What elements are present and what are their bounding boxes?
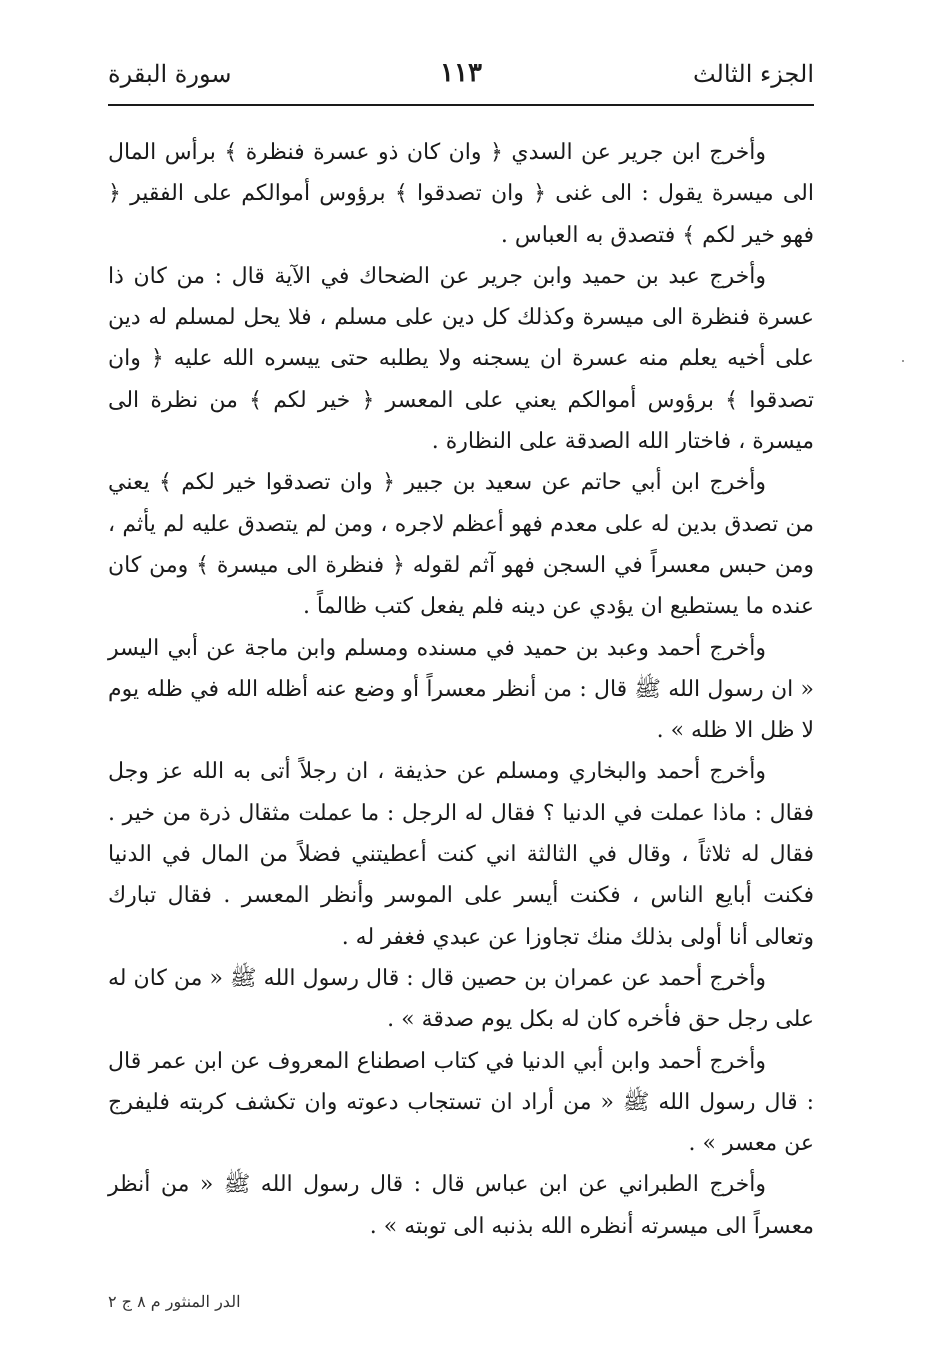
paragraph [108, 958, 814, 1041]
paragraph [108, 628, 814, 752]
paragraph [108, 132, 814, 256]
page-header [108, 52, 814, 98]
paragraph-text: وأخرج ابن جرير عن السدي ﴿ وان كان ذو عسرة فنظرة ﴾ برأس المال الى ميسرة يقول : الى غنى ﴿ وان تصدقوا ﴾ برؤوس أموالكم على الفقير ﴿ فهو خير لكم ﴾ فتصدق به العباس . [108, 140, 814, 248]
juz-title: الجزء الثالث [692, 60, 814, 88]
page-body [108, 132, 814, 1247]
paragraph-text: وأخرج أحمد وابن أبي الدنيا في كتاب اصطناع المعروف عن ابن عمر قال : قال رسول الله ﷺ « من أراد ان تستجاب دعوته وان تكشف كربته فليفرج عن معسر » . [108, 1048, 814, 1157]
paragraph [108, 462, 814, 627]
paragraph-text: وأخرج أحمد وعبد بن حميد في مسنده ومسلم وابن ماجة عن أبي اليسر « ان رسول الله ﷺ قال : من أنظر معسراً أو وضع عنه أظله الله في ظله يوم لا ظل الا ظله » . [108, 635, 814, 744]
paragraph [108, 1164, 814, 1247]
paragraph [108, 751, 814, 957]
margin-speck [902, 360, 904, 362]
paragraph-text: وأخرج الطبراني عن ابن عباس قال : قال رسول الله ﷺ « من أنظر معسراً الى ميسرته أنظره الله بذنبه الى توبته » . [108, 1172, 814, 1239]
page-number: ١١٣ [440, 58, 482, 88]
signature-footer: الدر المنثور م ٨ ج ٢ [108, 1292, 241, 1311]
paragraph-text: وأخرج عبد بن حميد وابن جرير عن الضحاك في الآية قال : من كان ذا عسرة فنظرة الى ميسرة وكذلك كل دين على مسلم ، فلا يحل لمسلم له دين على أخيه يعلم منه عسرة ان يسجنه ولا يطلبه حتى ييسره الله عليه ﴿ وان تصدقوا ﴾ برؤوس أموالكم يعني على المعسر ﴿ خير لكم ﴾ من نظرة الى ميسرة ، فاختار الله الصدقة على النظارة . [108, 263, 814, 455]
paragraph [108, 1041, 814, 1165]
paragraph-text: وأخرج ابن أبي حاتم عن سعيد بن جبير ﴿ وان تصدقوا خير لكم ﴾ يعني من تصدق بدين له على معدم فهو أعظم لاجره ، ومن لم يتصدق عليه لم يأثم ، ومن حبس معسراً في السجن فهو آثم لقوله ﴿ فنظرة الى ميسرة ﴾ ومن كان عنده ما يستطيع ان يؤدي عن دينه فلم يفعل كتب ظالماً . [108, 470, 814, 620]
header-rule [108, 104, 814, 106]
paragraph [108, 256, 814, 462]
surah-title: سورة البقرة [108, 60, 232, 88]
paragraph-text: وأخرج أحمد والبخاري ومسلم عن حذيفة ، ان رجلاً أتى به الله عز وجل فقال : ماذا عملت في الدنيا ؟ فقال له الرجل : ما عملت مثقال ذرة من خير . فقال له ثلاثاً ، وقال في الثالثة اني كنت أعطيتني فضلاً من المال في الدنيا فكنت أبايع الناس ، فكنت أيسر على الموسر وأنظر المعسر . فقال تبارك وتعالى أنا أولى بذلك منك تجاوزا عن عبدي فغفر له . [108, 759, 814, 950]
paragraph-text: وأخرج أحمد عن عمران بن حصين قال : قال رسول الله ﷺ « من كان له على رجل حق فأخره كان له بكل يوم صدقة » . [108, 965, 814, 1033]
